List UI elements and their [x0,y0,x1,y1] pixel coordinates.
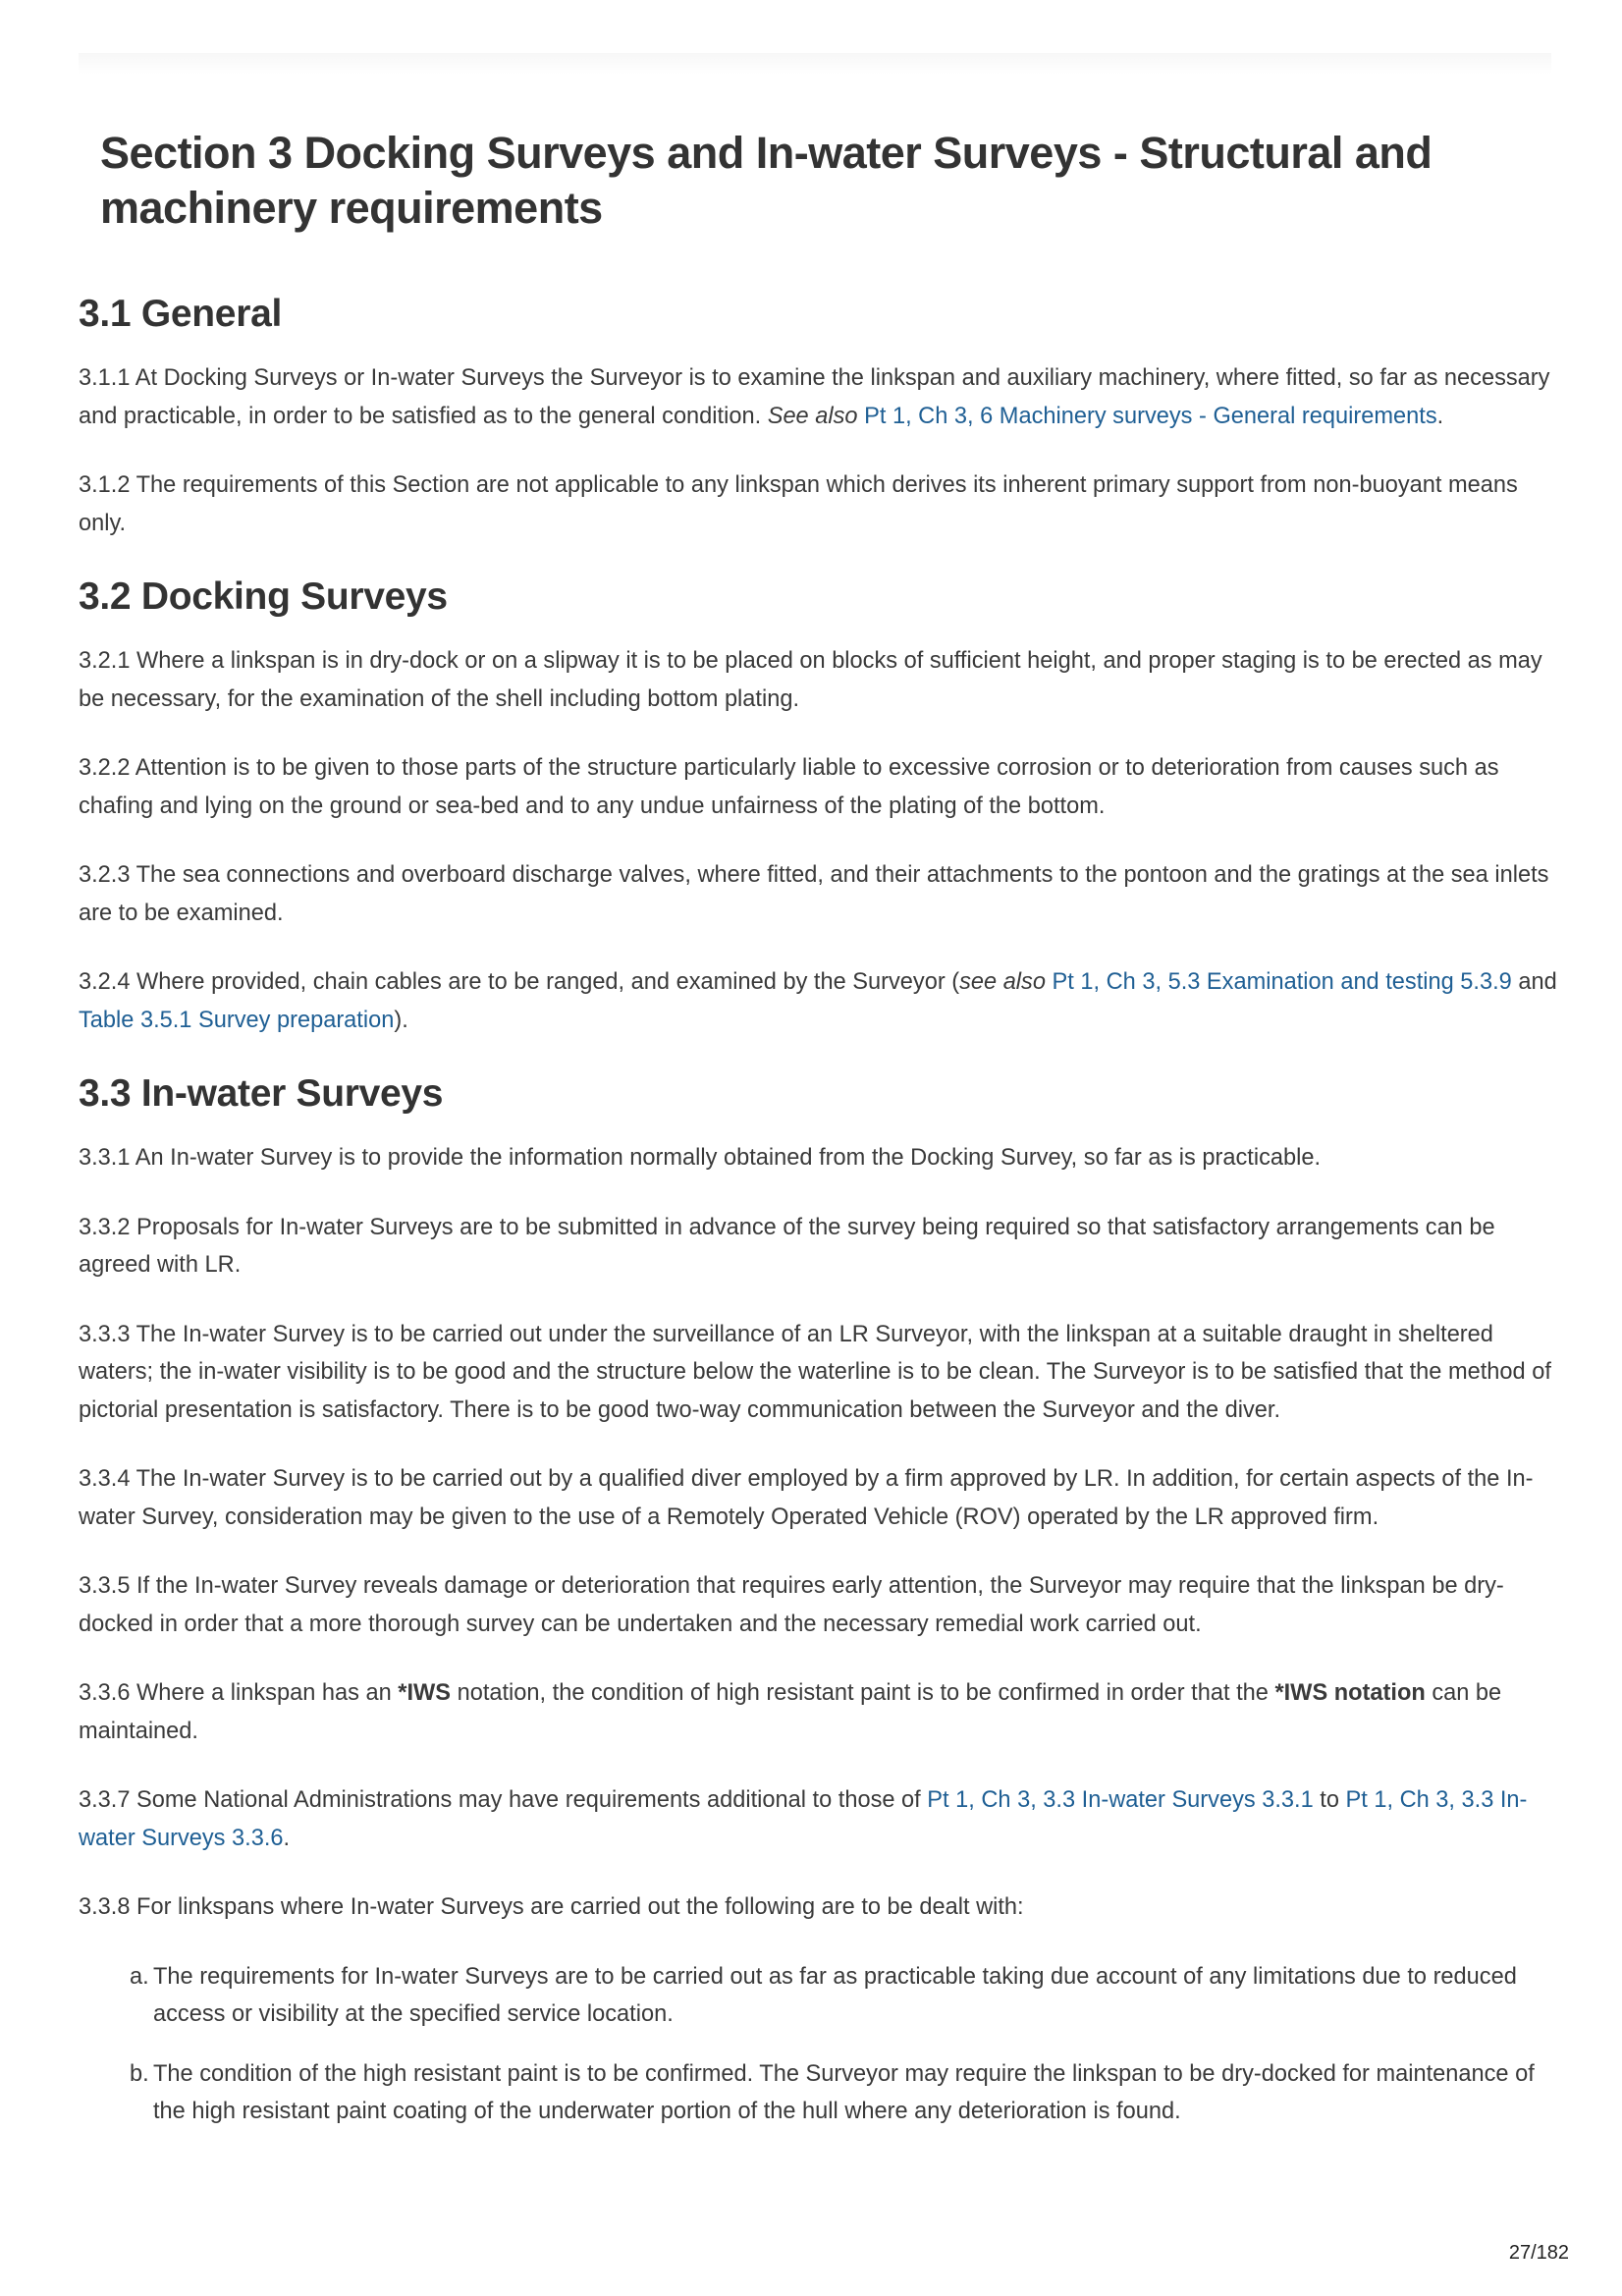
para-mid: and [1511,969,1557,995]
para-3-3-4: 3.3.4 The In-water Survey is to be carried out by a qualified diver employed by a firm approved by LR. In addition, for certain aspects of the In-water Survey, consideration may be given to the use of a Remotely Operated Vehicle (ROV) operated by the LR approved firm. [79,1466,1534,1530]
para-tail: . [283,1825,291,1851]
para-3-2-3: 3.2.3 The sea connections and overboard discharge valves, where fitted, and their attachments to the pontoon and the gratings at the sea inlets are to be examined. [79,862,1549,926]
page-top-band [79,53,1551,75]
para-3-3-1: 3.3.1 An In-water Survey is to provide the information normally obtained from the Docking Survey, so far as is practicable. [79,1145,1322,1171]
iws-notation-bold: *IWS notation [1274,1680,1426,1706]
link-survey-preparation-table[interactable]: Table 3.5.1 Survey preparation [79,1007,395,1033]
para-3-3-7 [79,1781,1571,1857]
para-tail: ). [394,1007,408,1033]
para-3-2-4 [79,963,1571,1039]
para-mid: to [1313,1787,1346,1813]
link-in-water-3-3-6[interactable]: Pt 1, Ch 3, 3.3 In-water Surveys 3.3.6 [79,1787,1528,1851]
list-item-text: The condition of the high resistant paint is to be confirmed. The Surveyor may require the linkspan to be dry-docked for maintenance of the high resistant paint coating of the underwater portion of the hull where any deterioration is found. [153,2060,1535,2124]
para-mid: notation, the condition of high resistant paint is to be confirmed in order that the [451,1680,1275,1706]
list-item-text: The requirements for In-water Surveys are to be carried out as far as practicable taking due account of any limitations due to reduced access or visibility at the specified service location. [153,1963,1517,2027]
para-3-1-2: 3.1.2 The requirements of this Section are not applicable to any linkspan which derives its inherent primary support from non-buoyant means only. [79,472,1518,536]
list-item [130,1958,1571,2034]
iws-bold: *IWS [398,1680,452,1706]
link-in-water-3-3-1[interactable]: Pt 1, Ch 3, 3.3 In-water Surveys 3.3.1 [927,1787,1314,1813]
para-3-3-3: 3.3.3 The In-water Survey is to be carried out under the surveillance of an LR Surveyor, with the linkspan at a suitable draught in sheltered waters; the in-water visibility is to be good and the structure below the waterline is to be clean. The Surveyor is to be satisfied that the method of pictorial presentation is satisfactory. There is to be good two-way communication between the Surveyor and the diver. [79,1321,1551,1423]
section-title: Section 3 Docking Surveys and In-water Surveys - Structural and machinery requirements [100,128,1433,233]
see-also-em: see also [959,969,1046,995]
para-3-2-2: 3.2.2 Attention is to be given to those parts of the structure particularly liable to excessive corrosion or to deterioration from causes such as chafing and lying on the ground or sea-bed and to any undue unfairness of the plating of the bottom. [79,755,1499,819]
para-3-3-6 [79,1674,1571,1750]
para-3-3-5: 3.3.5 If the In-water Survey reveals damage or deterioration that requires early attention, the Surveyor may require that the linkspan be dry-docked in order that a more thorough survey can be undertaken and the necessary remedial work carried out. [79,1573,1504,1637]
list-marker: a. [130,1963,149,1990]
heading-3-1: 3.1 General [79,293,282,335]
heading-3-2: 3.2 Docking Surveys [79,575,448,618]
para-text: 3.3.6 Where a linkspan has an [79,1680,399,1706]
document-page [79,126,1571,2153]
para-tail: can be maintained. [79,1680,1502,1744]
para-3-3-2: 3.3.2 Proposals for In-water Surveys are to be submitted in advance of the survey being required so that satisfactory arrangements can be agreed with LR. [79,1214,1495,1278]
para-3-1-1 [79,359,1571,435]
para-text: 3.2.4 Where provided, chain cables are to be ranged, and examined by the Surveyor ( [79,969,960,995]
para-text: 3.3.7 Some National Administrations may have requirements additional to those of [79,1787,928,1813]
para-3-2-1: 3.2.1 Where a linkspan is in dry-dock or on a slipway it is to be placed on blocks of sufficient height, and proper staging is to be erected as may be necessary, for the examination of the shell including bottom plating. [79,648,1542,712]
para-text: 3.1.1 At Docking Surveys or In-water Surveys the Surveyor is to examine the linkspan and auxiliary machinery, where fitted, so far as necessary and practicable, in order to be satisfied as to the general condition. [79,365,1550,429]
page-number: 27/182 [1508,2242,1569,2264]
list-marker: b. [130,2060,149,2087]
see-also-em: See also [767,403,858,429]
link-machinery-surveys[interactable]: Pt 1, Ch 3, 6 Machinery surveys - General requirements [864,403,1437,429]
para-3-3-8: 3.3.8 For linkspans where In-water Surveys are carried out the following are to be dealt with: [79,1894,1024,1920]
list-item [130,2055,1571,2131]
heading-3-3: 3.3 In-water Surveys [79,1072,444,1115]
para-tail: . [1436,403,1444,429]
requirements-list [79,1958,1571,2131]
link-examination-testing[interactable]: Pt 1, Ch 3, 5.3 Examination and testing 5.3.9 [1052,969,1512,995]
